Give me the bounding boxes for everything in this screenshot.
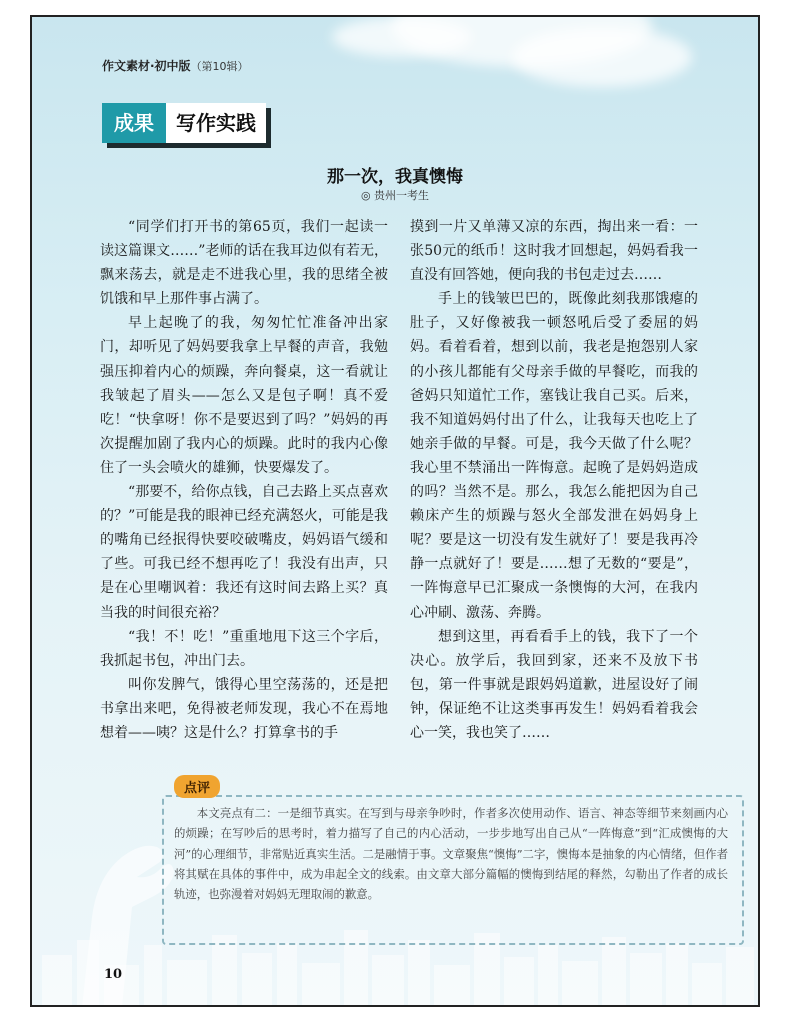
paragraph: 手上的钱皱巴巴的，既像此刻我那饿瘪的肚子，又好像被我一顿怒吼后受了委屈的妈妈。看着看着，想到以前，我老是抱怨别人家的小孩儿都能有父母亲手做的早餐吃，而我的爸妈只知道忙工作，塞钱让我自己买。后来，我不知道妈妈付出了什么，让我每天也吃上了她亲手做的早餐。可是，我今天做了什么呢？我心里不禁涌出一阵悔意。起晚了是妈妈造成的吗？当然不是。那么，我怎么能把因为自己赖床产生的烦躁与怒火全部发泄在妈妈身上呢？要是这一切没有发生就好了！要是我再冷静一点就好了！要是……想了无数的“要是”，一阵悔意早已汇聚成一条懊悔的大河，在我内心冲刷、激荡、奔腾。 [410,291,698,621]
cloud-decoration [512,27,692,87]
paragraph: “那要不，给你点钱，自己去路上买点喜欢的？”可能是我的眼神已经充满怒火，可能是我的嘴角已经抿得快要咬破嘴皮，妈妈语气缓和了些。可我已经不想再吃了！我没有出声，只是在心里嘲讽着：我还有这时间去路上买？真当我的时间很充裕？ [100,484,388,621]
paragraph: 想到这里，再看看手上的钱，我下了一个决心。放学后，我回到家，还来不及放下书包，第一件事就是跟妈妈道歉，进屋设好了闹钟，保证绝不让这类事再发生！妈妈看着我会心一笑，我也笑了…… [410,628,698,741]
paragraph: “同学们打开书的第65页，我们一起读一读这篇课文……”老师的话在我耳边似有若无，飘来荡去，就是走不进我心里，我的思绪全被饥饿和早上那件事占满了。 [100,219,388,308]
comment-paragraph: 本文亮点有二：一是细节真实。在写到与母亲争吵时，作者多次使用动作、语言、神态等细节来刻画内心的烦躁；在写吵后的思考时，着力描写了自己的内心活动，一步步地写出自己从“一阵悔意”到“汇成懊悔的大河”的心理细节，非常贴近真实生活。二是融情于事。文章聚焦“懊悔”二字，懊悔本是抽象的内心情绪，但作者将其赋在具体的事件中，成为串起全文的线索。由文章大部分篇幅的懊悔到结尾的释然，勾勒出了作者的成长轨迹，也弥漫着对妈妈无理取闹的歉意。 [174,806,728,902]
magazine-header [102,57,249,74]
article-author: ◎ 贵州一考生 [360,189,430,202]
issue-number: （第10辑） [190,60,249,73]
article-column-right [410,215,698,745]
banner-label-right: 写作实践 [166,103,266,143]
paragraph: “我！不！吃！”重重地甩下这三个字后，我抓起书包，冲出门去。 [100,628,388,669]
comment-text [174,803,728,904]
paragraph: 摸到一片又单薄又凉的东西，掏出来一看：一张50元的纸币！这时我才回想起，妈妈看我一直没有回答她，便向我的书包走过去…… [410,219,698,284]
article-column-left [100,215,388,745]
cloud-decoration [332,17,472,57]
page-number: 10 [104,967,123,982]
magazine-page [30,15,760,1007]
section-banner [102,103,266,143]
paragraph: 叫你发脾气，饿得心里空荡荡的，还是把书拿出来吧，免得被老师发现，我心不在焉地想着——咦？这是什么？打算拿书的手 [100,676,388,741]
comment-tag: 点评 [174,775,220,798]
paragraph: 早上起晚了的我，匆匆忙忙准备冲出家门，却听见了妈妈要我拿上早餐的声音，我勉强压抑着内心的烦躁，奔向餐桌，这一看就让我皱起了眉头——怎么又是包子啊！真不爱吃！“快拿呀！你不是要迟到了吗？”妈妈的再次提醒加剧了我内心的烦躁。此时的我内心像住了一头会喷火的雄狮，快要爆发了。 [100,315,388,476]
banner-label-left: 成果 [102,103,166,143]
magazine-name: 作文素材·初中版 [102,59,191,73]
article-title: 那一次，我真懊悔 [327,167,463,187]
